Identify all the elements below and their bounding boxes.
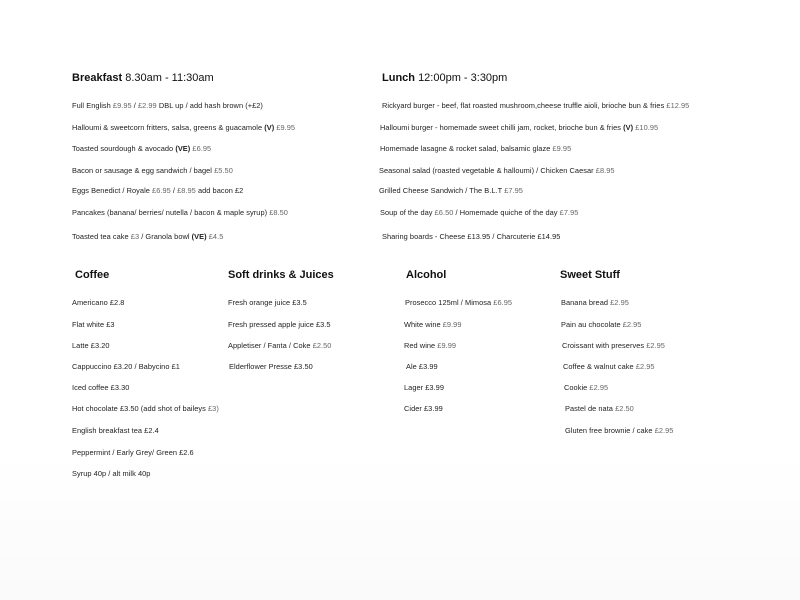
item-price: £4.5 <box>208 232 224 241</box>
item-text: Flat white £3 <box>72 320 115 329</box>
item-text: Homemade lasagne & rocket salad, balsamic glaze <box>380 144 553 153</box>
coffee-menu-item <box>72 341 110 350</box>
item-text: Sharing boards - Cheese £13.95 / Charcuterie £14.95 <box>382 232 561 241</box>
lunch-menu-item <box>382 101 689 110</box>
item-price: £8.95 <box>177 186 196 195</box>
item-text: Syrup 40p / alt milk 40p <box>72 469 151 478</box>
item-price: £9.99 <box>442 320 462 329</box>
item-text: Fresh pressed apple juice £3.5 <box>228 320 331 329</box>
item-price: £10.95 <box>635 123 659 132</box>
lunch-menu-item <box>380 208 578 217</box>
item-text: Cappuccino £3.20 / Babycino £1 <box>72 362 180 371</box>
item-text: Elderflower Presse £3.50 <box>229 362 313 371</box>
dietary-tag: (V) <box>623 123 634 132</box>
item-text: Cookie <box>564 383 590 392</box>
sweet-menu-item <box>563 362 655 371</box>
item-text: Pancakes (banana/ berries/ nutella / bacon & maple syrup) <box>72 208 270 217</box>
item-price: £6.95 <box>493 298 513 307</box>
coffee-menu-item <box>72 362 180 371</box>
item-text: / <box>131 101 138 110</box>
soft-drinks-heading: Soft drinks & Juices <box>228 269 334 281</box>
alcohol-menu-item <box>404 404 443 413</box>
coffee-menu-item <box>72 320 115 329</box>
item-text: DBL up / add hash brown (+£2) <box>156 101 263 110</box>
coffee-menu-item <box>72 448 194 457</box>
item-price: £9.95 <box>112 101 132 110</box>
item-price: £3 <box>130 232 140 241</box>
item-text: Iced coffee £3.30 <box>72 383 130 392</box>
item-text: Americano £2.8 <box>72 298 125 307</box>
sweet-menu-item <box>565 426 673 435</box>
breakfast-menu-item <box>72 232 223 241</box>
lunch-menu-item <box>382 232 560 241</box>
item-text: Cider £3.99 <box>404 404 443 413</box>
coffee-heading: Coffee <box>75 269 110 281</box>
coffee-menu-item <box>72 298 124 307</box>
item-price: £3) <box>208 404 219 413</box>
item-text: Prosecco 125ml / Mimosa <box>405 298 494 307</box>
item-text: Coffee & walnut cake <box>563 362 636 371</box>
coffee-menu-item <box>72 426 159 435</box>
sweet-menu-item <box>562 341 665 350</box>
item-text: Toasted tea cake <box>72 232 131 241</box>
item-text: Soup of the day <box>380 208 435 217</box>
breakfast-menu-item <box>72 101 263 110</box>
breakfast-menu-item <box>72 186 243 195</box>
alcohol-menu-item <box>404 341 456 350</box>
soft-drinks-menu-item <box>228 341 331 350</box>
item-price: £7.95 <box>504 186 523 195</box>
breakfast-menu-item <box>72 123 295 132</box>
item-text: Full English <box>72 101 113 110</box>
dietary-tag: (VE) <box>191 232 207 241</box>
soft-drinks-menu-item <box>228 320 331 329</box>
lunch-menu-item <box>380 123 658 132</box>
lunch-hours: 12:00pm - 3:30pm <box>418 72 508 84</box>
item-price: £2.95 <box>635 362 655 371</box>
item-price: £12.95 <box>666 101 690 110</box>
soft-drinks-menu-item <box>228 298 307 307</box>
sweet-menu-item <box>561 320 641 329</box>
item-text: Fresh orange juice £3.5 <box>228 298 307 307</box>
item-price: £9.95 <box>276 123 296 132</box>
breakfast-heading <box>72 72 214 84</box>
item-price: £2.95 <box>654 426 674 435</box>
sweet-stuff-heading: Sweet Stuff <box>560 269 620 281</box>
alcohol-heading: Alcohol <box>406 269 447 281</box>
lunch-title: Lunch <box>382 72 415 84</box>
item-text: White wine <box>404 320 443 329</box>
item-text: Pastel de nata <box>565 404 616 413</box>
item-price: £2.95 <box>610 298 629 307</box>
lunch-menu-item <box>380 144 571 153</box>
item-text: Appletiser / Fanta / Coke <box>228 341 313 350</box>
item-text: / <box>170 186 178 195</box>
item-text: Halloumi burger - homemade sweet chilli jam, rocket, brioche bun & fries <box>380 123 624 132</box>
item-text: add bacon £2 <box>195 186 244 195</box>
item-price: £6.50 <box>434 208 454 217</box>
item-text: Eggs Benedict / Royale <box>72 186 153 195</box>
item-text: Rickyard burger - beef, flat roasted mushroom,cheese truffle aioli, brioche bun & fries <box>382 101 667 110</box>
coffee-menu-item <box>72 404 219 413</box>
item-text: English breakfast tea £2.4 <box>72 426 159 435</box>
lunch-heading <box>382 72 507 84</box>
item-text: Ale £3.99 <box>406 362 438 371</box>
item-price: £6.95 <box>192 144 212 153</box>
sweet-menu-item <box>564 383 608 392</box>
item-text: Halloumi & sweetcorn fritters, salsa, greens & guacamole <box>72 123 265 132</box>
alcohol-menu-item <box>405 298 512 307</box>
lunch-menu-item <box>379 166 615 175</box>
item-text: Red wine <box>404 341 438 350</box>
coffee-menu-item <box>72 469 150 478</box>
item-price: £2.95 <box>622 320 642 329</box>
item-price: £2.50 <box>312 341 332 350</box>
item-text: Grilled Cheese Sandwich / The B.L.T <box>379 186 505 195</box>
item-text: Bacon or sausage & egg sandwich / bagel <box>72 166 215 175</box>
alcohol-menu-item <box>406 362 438 371</box>
item-text: Toasted sourdough & avocado <box>72 144 176 153</box>
soft-drinks-menu-item <box>229 362 313 371</box>
breakfast-hours: 8.30am - 11:30am <box>125 72 214 84</box>
item-price: £7.95 <box>559 208 579 217</box>
breakfast-menu-item <box>72 144 211 153</box>
coffee-menu-item <box>72 383 129 392</box>
item-text: Croissant with preserves <box>562 341 647 350</box>
item-price: £9.99 <box>437 341 457 350</box>
item-text: Peppermint / Early Grey/ Green £2.6 <box>72 448 194 457</box>
item-text: Lager £3.99 <box>404 383 445 392</box>
item-price: £2.50 <box>615 404 634 413</box>
item-price: £2.99 <box>137 101 157 110</box>
item-price: £9.95 <box>552 144 572 153</box>
item-text: Seasonal salad (roasted vegetable & halloumi) / Chicken Caesar <box>379 166 596 175</box>
breakfast-menu-item <box>72 208 288 217</box>
sweet-menu-item <box>561 298 629 307</box>
lunch-menu-item <box>379 186 523 195</box>
item-price: £5.50 <box>214 166 233 175</box>
dietary-tag: (V) <box>264 123 275 132</box>
breakfast-title: Breakfast <box>72 72 123 84</box>
item-price: £6.95 <box>152 186 171 195</box>
alcohol-menu-item <box>404 320 462 329</box>
item-text: / Granola bowl <box>139 232 192 241</box>
item-text: Pain au chocolate <box>561 320 623 329</box>
item-text: Banana bread <box>561 298 611 307</box>
sweet-menu-item <box>565 404 634 413</box>
item-price: £2.95 <box>589 383 609 392</box>
item-price: £8.50 <box>269 208 288 217</box>
item-price: £8.95 <box>595 166 615 175</box>
alcohol-menu-item <box>404 383 444 392</box>
dietary-tag: (VE) <box>175 144 191 153</box>
item-text: Gluten free brownie / cake <box>565 426 655 435</box>
breakfast-menu-item <box>72 166 233 175</box>
item-text: Latte £3.20 <box>72 341 110 350</box>
item-text: Hot chocolate £3.50 (add shot of baileys <box>72 404 208 413</box>
item-text: / Homemade quiche of the day <box>453 208 560 217</box>
item-price: £2.95 <box>646 341 665 350</box>
